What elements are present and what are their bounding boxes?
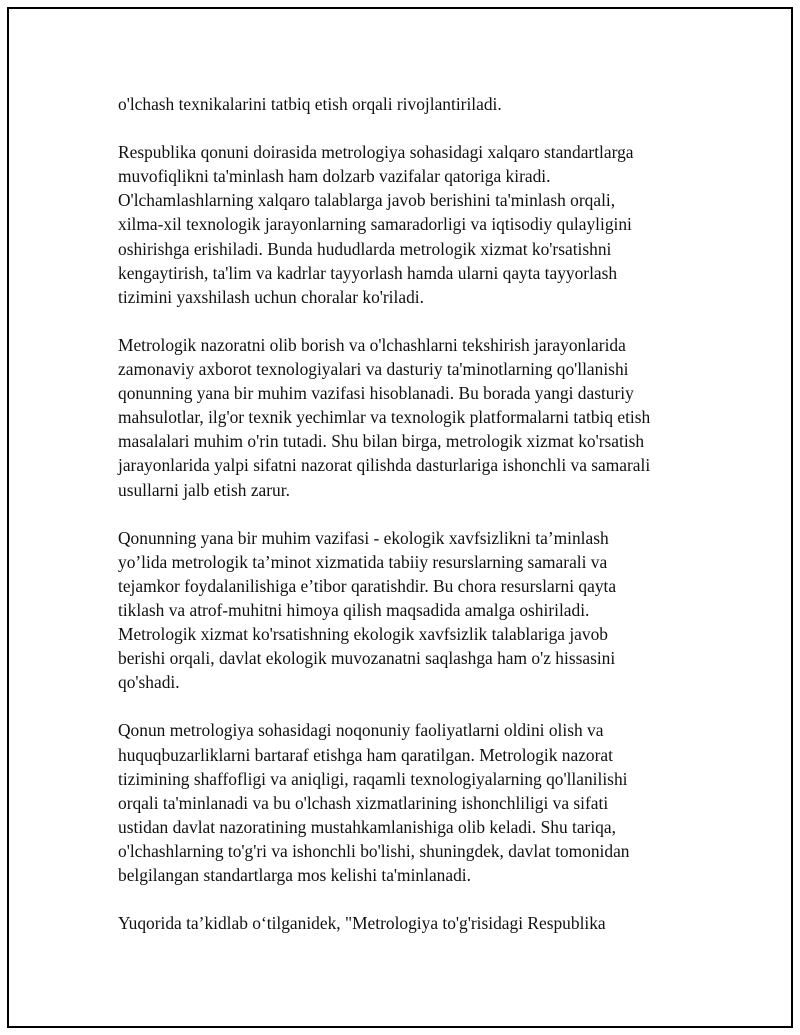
text-line: Qonun metrologiya sohasidagi noqonuniy faoliyatlarni oldini olish va — [118, 720, 604, 741]
text-line: Yuqorida ta’kidlab o‘tilganidek, "Metrologiya to'g'risidagi Respublika — [118, 913, 606, 934]
text-line: qonunning yana bir muhim vazifasi hisoblanadi. Bu borada yangi dasturiy — [118, 383, 634, 404]
text-line: xilma-xil texnologik jarayonlarning samaradorligi va iqtisodiy qulayligini — [118, 214, 632, 235]
text-line: tizimining shaffofligi va aniqligi, raqamli texnologiyalarning qo'llanilishi — [118, 768, 628, 789]
paragraph-3 — [118, 333, 678, 502]
text-line: masalalari muhim o'rin tutadi. Shu bilan birga, metrologik xizmat ko'rsatish — [118, 431, 645, 452]
text-line: O'lchamlashlarning xalqaro talablarga javob berishini ta'minlash orqali, — [118, 190, 616, 211]
paragraph-6 — [118, 911, 678, 935]
text-line: Qonunning yana bir muhim vazifasi - ekologik xavfsizlikni ta’minlash — [118, 527, 609, 548]
text-line: Metrologik xizmat ko'rsatishning ekologik xavfsizlik talablariga javob — [118, 624, 608, 645]
text-line: usullarni jalb etish zarur. — [118, 479, 290, 500]
text-line: tejamkor foydalanilishiga e’tibor qaratishdir. Bu chora resurslarni qayta — [118, 575, 617, 596]
text-line: kengaytirish, ta'lim va kadrlar tayyorlash hamda ularni qayta tayyorlash — [118, 262, 618, 283]
text-line: o'lchash texnikalarini tatbiq etish orqali rivojlantiriladi. — [118, 94, 502, 114]
text-line: tiklash va atrof-muhitni himoya qilish maqsadida amalga oshiriladi. — [118, 599, 590, 620]
text-line: berishi orqali, davlat ekologik muvozanatni saqlashga ham o'z hissasini — [118, 648, 616, 669]
text-line: oshirishga erishiladi. Bunda hududlarda metrologik xizmat ko'rsatishni — [118, 238, 612, 259]
text-line: belgilangan standartlarga mos kelishi ta'minlanadi. — [118, 865, 471, 885]
text-line: qo'shadi. — [118, 672, 180, 693]
text-line: yo’lida metrologik ta’minot xizmatida tabiiy resurslarning samarali va — [118, 551, 608, 572]
text-line: Respublika qonuni doirasida metrologiya sohasidagi xalqaro standartlarga — [118, 142, 634, 163]
text-line: huquqbuzarliklarni bartaraf etishga ham qaratilgan. Metrologik nazorat — [118, 744, 613, 765]
text-line: Metrologik nazoratni olib borish va o'lchashlarni tekshirish jarayonlarida — [118, 334, 626, 355]
paragraph-2 — [118, 140, 678, 309]
text-line: o'lchashlarning to'g'ri va ishonchli bo'lishi, shuningdek, davlat tomonidan — [118, 840, 630, 861]
paragraph-5 — [118, 718, 678, 887]
text-line: tizimini yaxshilash uchun choralar ko'riladi. — [118, 286, 424, 307]
text-line: mahsulotlar, ilg'or texnik yechimlar va texnologik platformalarni tatbiq etish — [118, 407, 651, 428]
text-line: ustidan davlat nazoratining mustahkamlanishiga olib keladi. Shu tariqa, — [118, 816, 616, 837]
text-line: zamonaviy axborot texnologiyalari va dasturiy ta'minotlarning qo'llanishi — [118, 359, 629, 380]
document-body — [118, 92, 678, 959]
paragraph-1 — [118, 92, 678, 116]
text-line: muvofiqlikni ta'minlash ham dolzarb vazifalar qatoriga kiradi. — [118, 166, 551, 187]
text-line: orqali ta'minlanadi va bu o'lchash xizmatlarining ishonchliligi va sifati — [118, 792, 609, 813]
paragraph-4 — [118, 526, 678, 695]
text-line: jarayonlarida yalpi sifatni nazorat qilishda dasturlariga ishonchli va samarali — [118, 455, 651, 476]
